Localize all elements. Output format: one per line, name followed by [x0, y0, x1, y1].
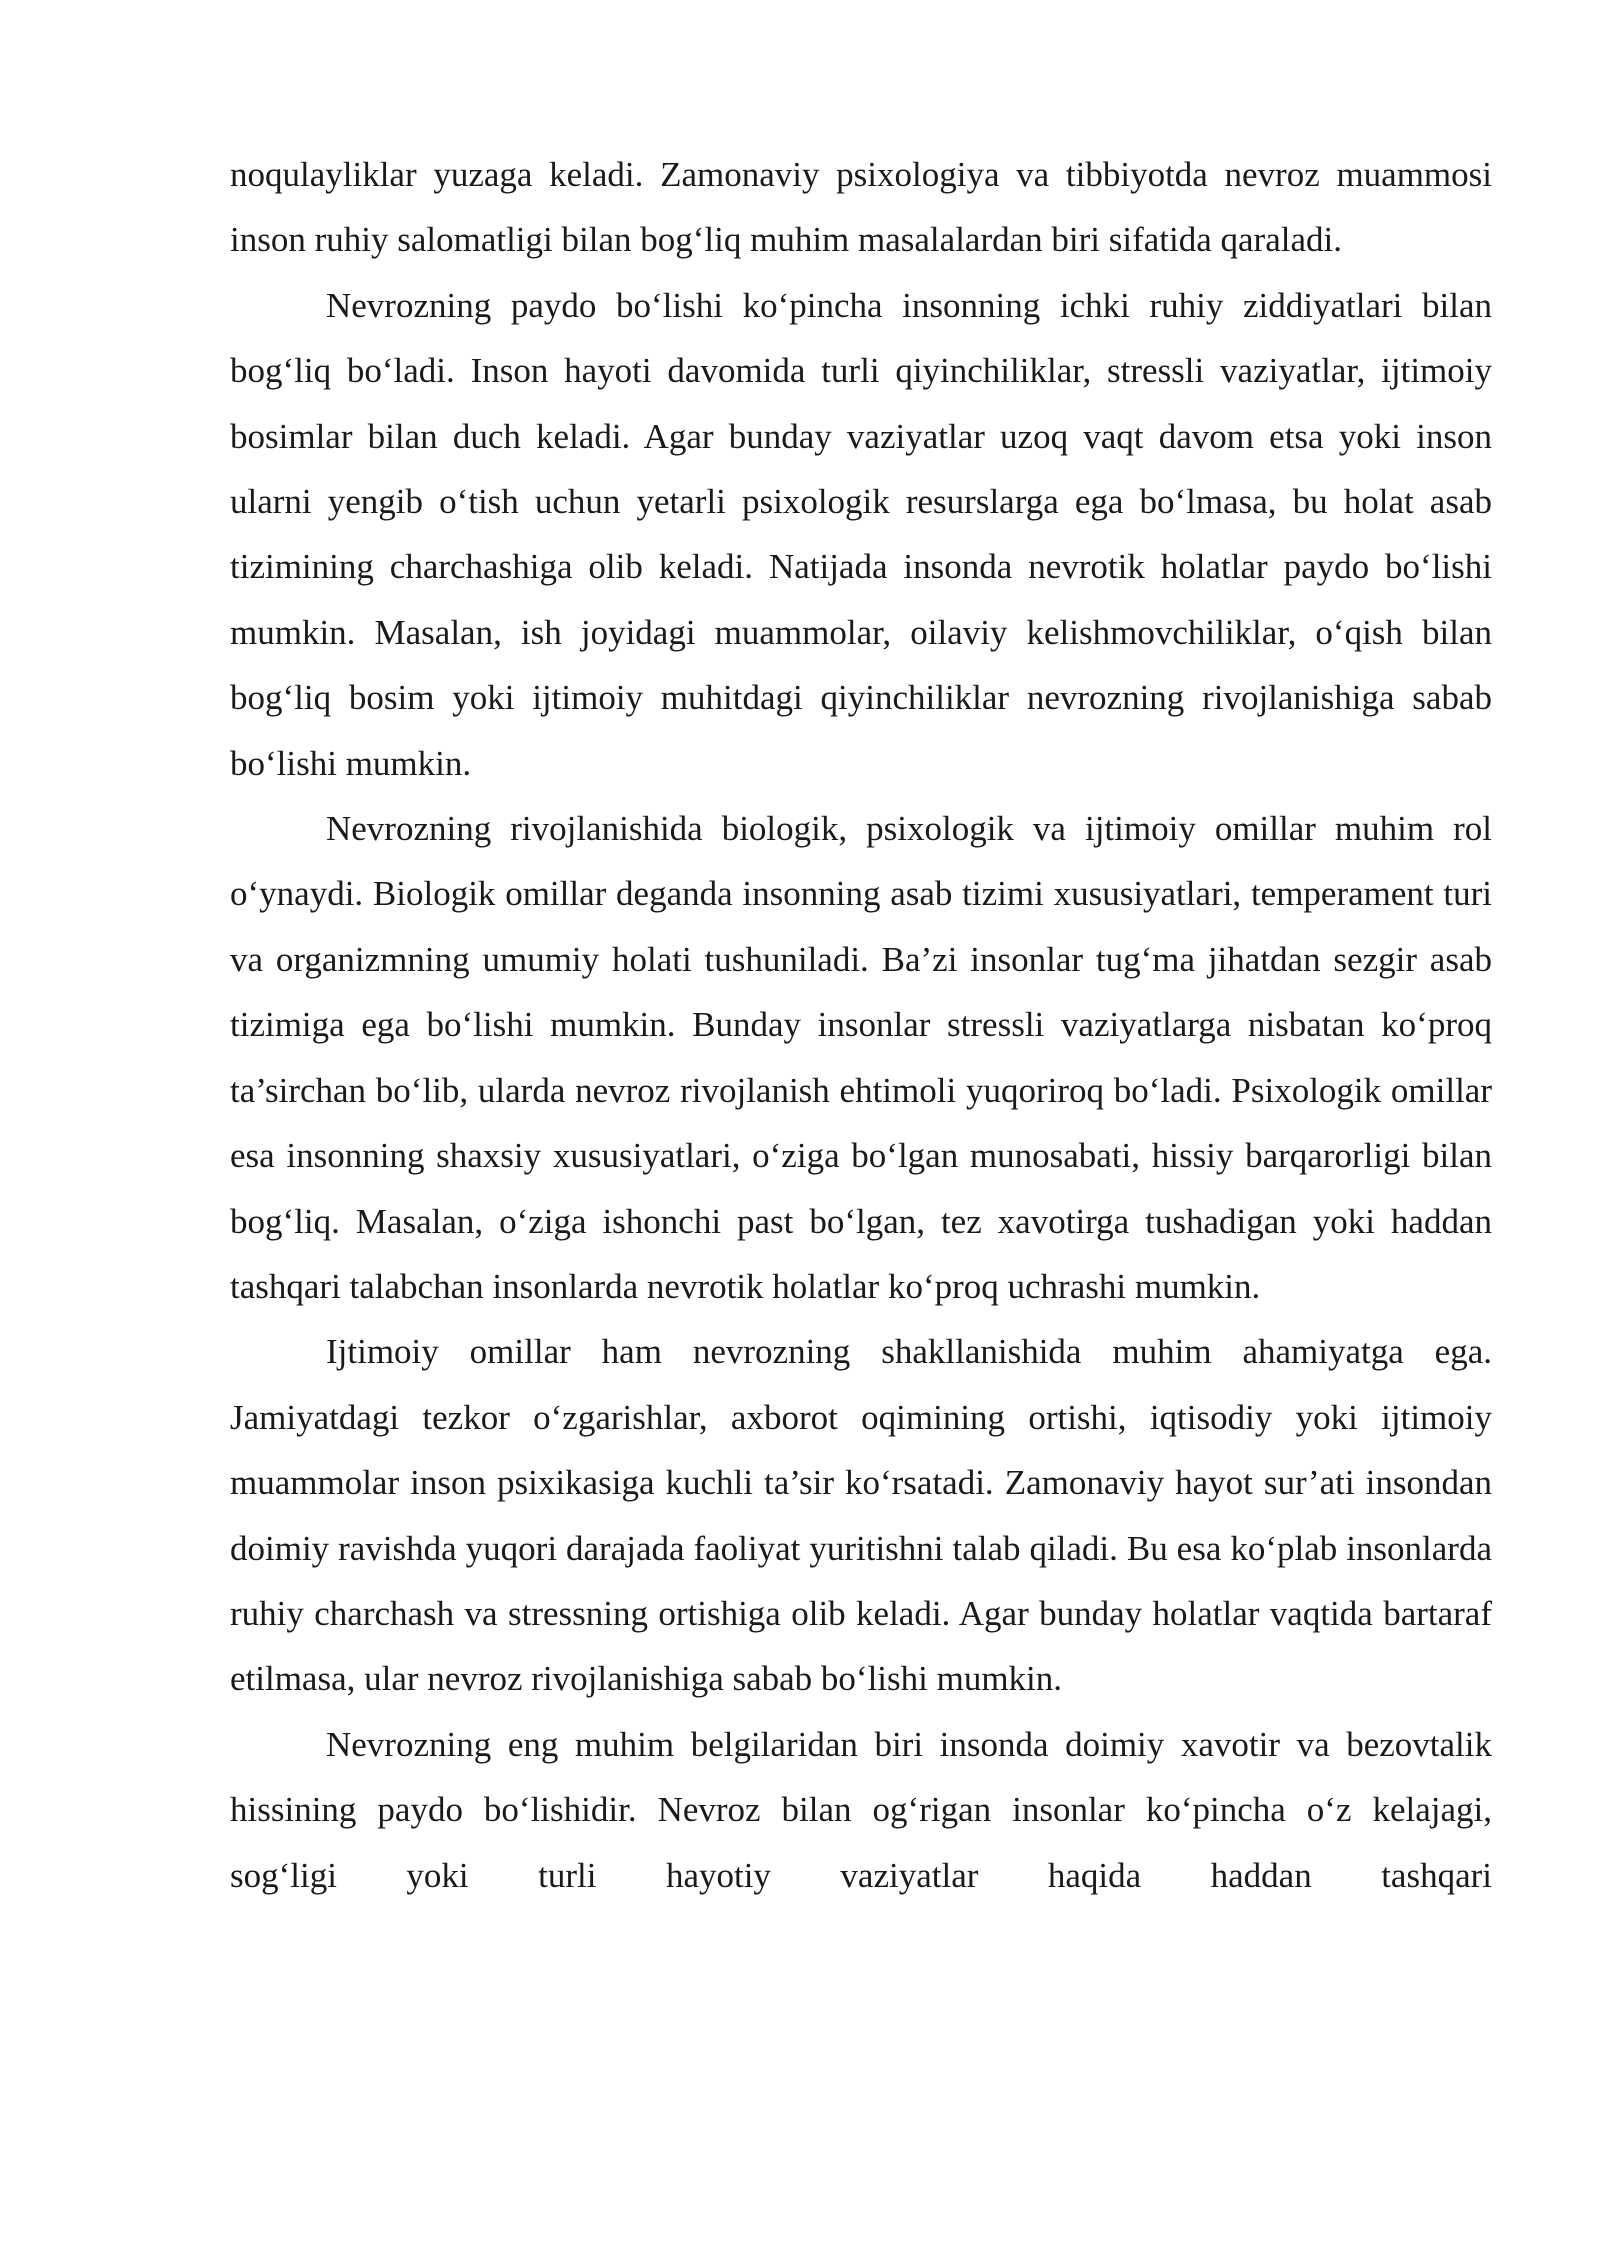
- paragraph: Ijtimoiy omillar ham nevrozning shakllanishida muhim ahamiyatga ega. Jamiyatdagi tezkor o‘zgarishlar, axborot oqimining ortishi, iqtisodiy yoki ijtimoiy muammolar inson psixikasiga kuchli ta’sir ko‘rsatadi. Zamonaviy hayot sur’ati insondan doimiy ravishda yuqori darajada faoliyat yuritishni talab qiladi. Bu esa ko‘plab insonlarda ruhiy charchash va stressning ortishiga olib keladi. Agar bunday holatlar vaqtida bartaraf etilmasa, ular nevroz rivojlanishiga sabab bo‘lishi mumkin.: [230, 1332, 1492, 1699]
- document-body: [230, 142, 1492, 1908]
- paragraph: Nevrozning rivojlanishida biologik, psixologik va ijtimoiy omillar muhim rol o‘ynaydi. Biologik omillar deganda insonning asab tizimi xususiyatlari, temperament turi va organizmning umumiy holati tushuniladi. Ba’zi insonlar tug‘ma jihatdan sezgir asab tizimiga ega bo‘lishi mumkin. Bunday insonlar stressli vaziyatlarga nisbatan ko‘proq ta’sirchan bo‘lib, ularda nevroz rivojlanish ehtimoli yuqoriroq bo‘ladi. Psixologik omillar esa insonning shaxsiy xususiyatlari, o‘ziga bo‘lgan munosabati, hissiy barqarorligi bilan bog‘liq. Masalan, o‘ziga ishonchi past bo‘lgan, tez xavotirga tushadigan yoki haddan tashqari talabchan insonlarda nevrotik holatlar ko‘proq uchrashi mumkin.: [230, 809, 1492, 1306]
- paragraph: Nevrozning paydo bo‘lishi ko‘pincha insonning ichki ruhiy ziddiyatlari bilan bog‘liq bo‘ladi. Inson hayoti davomida turli qiyinchiliklar, stressli vaziyatlar, ijtimoiy bosimlar bilan duch keladi. Agar bunday vaziyatlar uzoq vaqt davom etsa yoki inson ularni yengib o‘tish uchun yetarli psixologik resurslarga ega bo‘lmasa, bu holat asab tizimining charchashiga olib keladi. Natijada insonda nevrotik holatlar paydo bo‘lishi mumkin. Masalan, ish joyidagi muammolar, oilaviy kelishmovchiliklar, o‘qish bilan bog‘liq bosim yoki ijtimoiy muhitdagi qiyinchiliklar nevrozning rivojlanishiga sabab bo‘lishi mumkin.: [230, 285, 1492, 783]
- paragraph-continues-next-page: Nevrozning eng muhim belgilaridan biri insonda doimiy xavotir va bezovtalik hissining paydo bo‘lishidir. Nevroz bilan og‘rigan insonlar ko‘pincha o‘z kelajagi, sog‘ligi yoki turli hayotiy vaziyatlar haqida haddan tashqari: [230, 1724, 1492, 1895]
- paragraph-continued: noqulayliklar yuzaga keladi. Zamonaviy psixologiya va tibbiyotda nevroz muammosi inson ruhiy salomatligi bilan bog‘liq muhim masalalardan biri sifatida qaraladi.: [230, 155, 1492, 260]
